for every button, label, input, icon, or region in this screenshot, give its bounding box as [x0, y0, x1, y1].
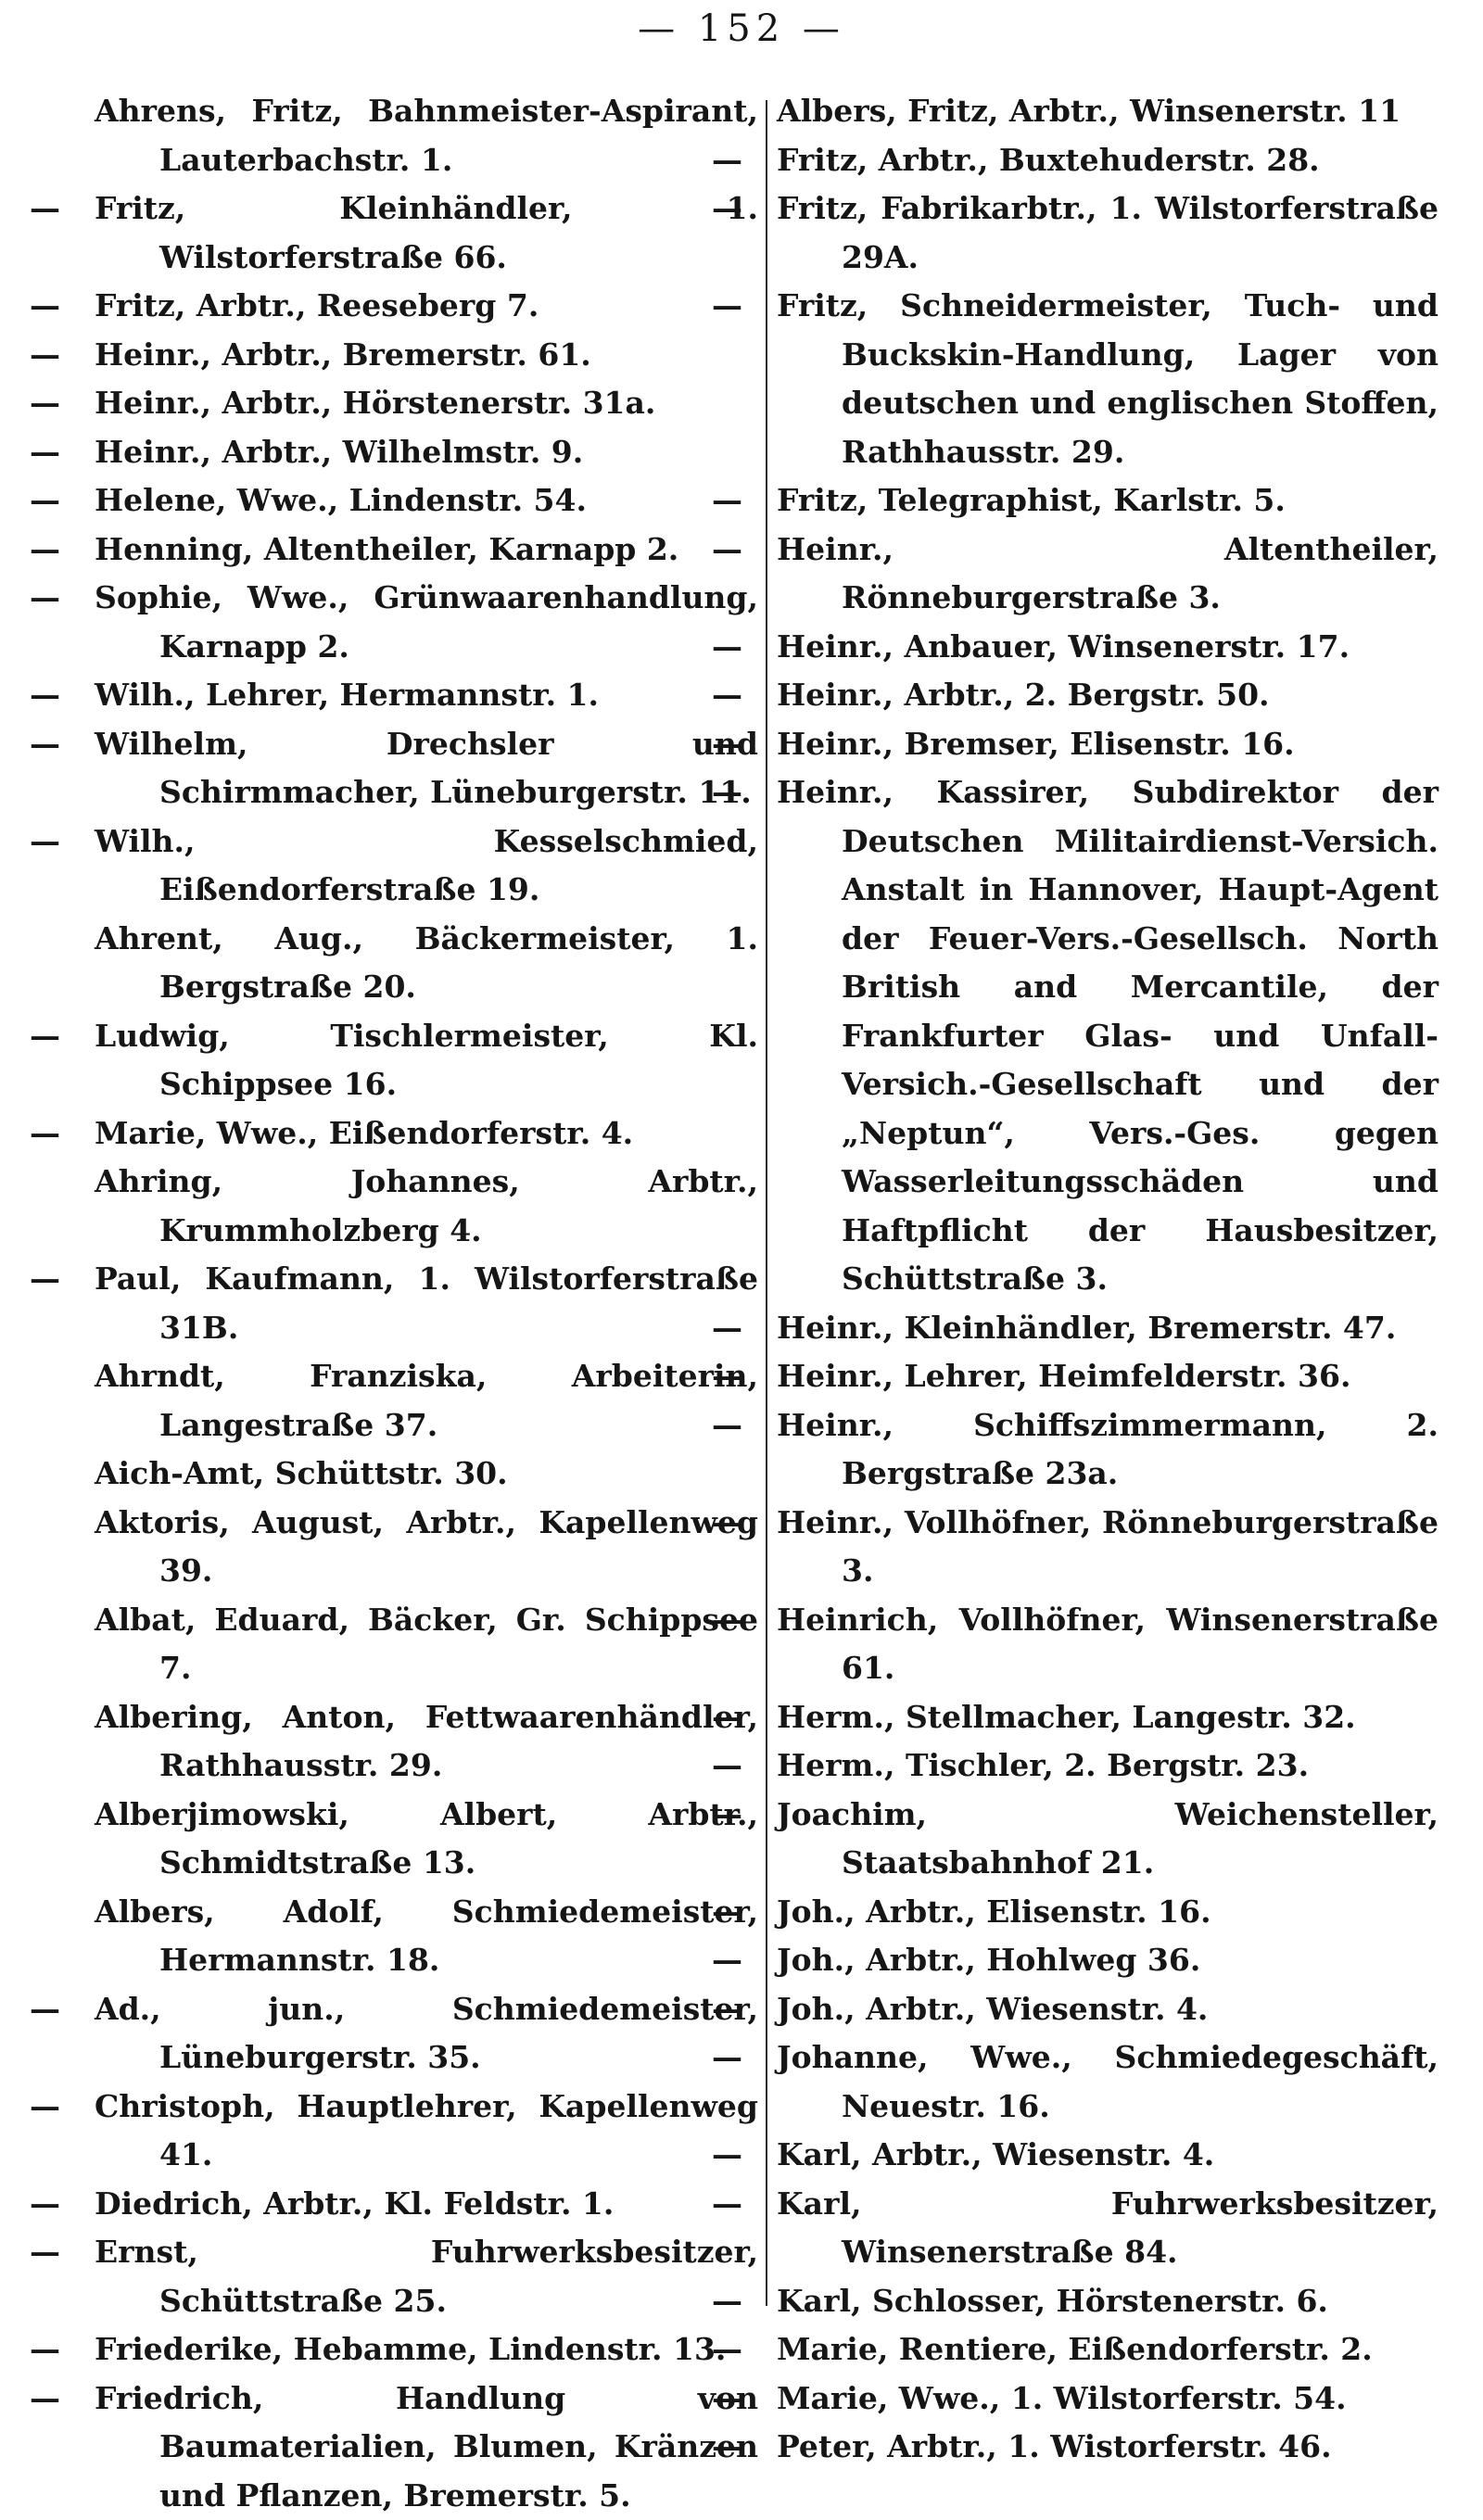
continuation-dash: [30, 671, 83, 720]
entry-text: Fritz, Kleinhändler, 1. Wilstorferstraße 66.: [95, 190, 758, 275]
directory-entry: [777, 526, 1439, 623]
entry-text: Karl, Arbtr., Wiesenstr. 4.: [777, 2136, 1214, 2172]
page-number: — 152 —: [0, 7, 1483, 50]
directory-entry: [95, 915, 758, 1012]
entry-text: Diedrich, Arbtr., Kl. Feldstr. 1.: [95, 2185, 614, 2222]
directory-entry: [777, 282, 1439, 476]
column-divider: [766, 100, 767, 2306]
directory-entry: [777, 1499, 1439, 1596]
directory-entry: [95, 1158, 758, 1255]
directory-entry: [777, 671, 1439, 720]
entry-text: Wilh., Lehrer, Hermannstr. 1.: [95, 677, 599, 713]
entry-text: Sophie, Wwe., Grünwaarenhandlung, Karnapp 2.: [95, 579, 758, 665]
continuation-dash: [712, 282, 766, 331]
continuation-dash: [30, 1109, 83, 1159]
continuation-dash: [712, 1985, 766, 2034]
entry-text: Fritz, Arbtr., Buxtehuderstr. 28.: [777, 142, 1320, 178]
directory-entry: [95, 817, 758, 915]
entry-text: Heinr., Bremser, Elisenstr. 16.: [777, 726, 1295, 762]
continuation-dash: [712, 1936, 766, 1985]
continuation-dash: [30, 720, 83, 769]
directory-entry: [777, 1791, 1439, 1888]
directory-entry: [95, 379, 758, 428]
directory-entry: [777, 1693, 1439, 1742]
entry-text: Alberjimowski, Albert, Arbtr., Schmidtstraße 13.: [95, 1796, 758, 1881]
continuation-dash: [712, 2374, 766, 2424]
directory-entry: [95, 1450, 758, 1499]
entry-text: Ahrndt, Franziska, Arbeiterin, Langestraße 37.: [95, 1358, 758, 1443]
directory-entry: [777, 2325, 1439, 2374]
directory-entry: [777, 1741, 1439, 1791]
entry-text: Ahring, Johannes, Arbtr., Krummholzberg 4.: [95, 1163, 758, 1248]
directory-entry: [95, 1985, 758, 2083]
continuation-dash: [712, 1401, 766, 1450]
continuation-dash: [30, 1985, 83, 2034]
continuation-dash: [30, 2180, 83, 2229]
entry-text: Albat, Eduard, Bäcker, Gr. Schippsee 7.: [95, 1602, 758, 1687]
directory-entry: [777, 720, 1439, 769]
entry-text: Johanne, Wwe., Schmiedegeschäft, Neuestr. 16.: [777, 2039, 1439, 2124]
directory-entry: [95, 331, 758, 380]
directory-entry: [95, 2083, 758, 2180]
directory-entry: [95, 184, 758, 282]
continuation-dash: [712, 1693, 766, 1742]
continuation-dash: [712, 2277, 766, 2326]
entry-text: Karl, Schlosser, Hörstenerstr. 6.: [777, 2283, 1328, 2319]
directory-entry: [95, 574, 758, 671]
entry-text: Heinr., Arbtr., Hörstenerstr. 31a.: [95, 385, 655, 421]
continuation-dash: [712, 2131, 766, 2180]
continuation-dash: [30, 2228, 83, 2277]
directory-entry: [95, 1791, 758, 1888]
entry-text: Marie, Rentiere, Eißendorferstr. 2.: [777, 2331, 1373, 2367]
entry-text: Joh., Arbtr., Wiesenstr. 4.: [777, 1991, 1208, 2027]
directory-entry: [95, 282, 758, 331]
continuation-dash: [712, 1352, 766, 1401]
continuation-dash: [712, 671, 766, 720]
entry-text: Karl, Fuhrwerksbesitzer, Winsenerstraße 84.: [777, 2185, 1439, 2271]
entry-text: Wilh., Kesselschmied, Eißendorferstraße 19.: [95, 823, 758, 908]
entry-text: Marie, Wwe., 1. Wilstorferstr. 54.: [777, 2380, 1347, 2416]
directory-entry: [95, 476, 758, 526]
directory-entry: [777, 623, 1439, 672]
left-column: [95, 87, 758, 2520]
continuation-dash: [712, 623, 766, 672]
directory-entry: [95, 428, 758, 477]
entry-text: Herm., Tischler, 2. Bergstr. 23.: [777, 1747, 1309, 1783]
right-column: [777, 87, 1439, 2472]
continuation-dash: [30, 184, 83, 234]
continuation-dash: [712, 768, 766, 817]
directory-entry: [95, 2180, 758, 2229]
entry-text: Heinr., Arbtr., 2. Bergstr. 50.: [777, 677, 1270, 713]
directory-entry: [777, 2180, 1439, 2277]
directory-entry: [95, 671, 758, 720]
directory-entry: [95, 526, 758, 575]
entry-text: Christoph, Hauptlehrer, Kapellenweg 41.: [95, 2088, 758, 2173]
directory-entry: [777, 768, 1439, 1304]
directory-entry: [777, 87, 1439, 136]
directory-entry: [95, 1693, 758, 1791]
continuation-dash: [30, 282, 83, 331]
directory-entry: [777, 2423, 1439, 2472]
entry-text: Albers, Fritz, Arbtr., Winsenerstr. 11: [777, 93, 1401, 129]
continuation-dash: [712, 720, 766, 769]
directory-entry: [95, 2228, 758, 2325]
entry-text: Heinr., Arbtr., Bremerstr. 61.: [95, 336, 591, 373]
entry-text: Ludwig, Tischlermeister, Kl. Schippsee 16.: [95, 1018, 758, 1103]
entry-text: Joh., Arbtr., Elisenstr. 16.: [777, 1893, 1211, 1930]
entry-text: Albers, Adolf, Schmiedemeister, Hermannstr. 18.: [95, 1893, 758, 1979]
directory-entry: [95, 1888, 758, 1985]
entry-text: Heinr., Altentheiler, Rönneburgerstraße 3.: [777, 531, 1439, 616]
continuation-dash: [712, 1888, 766, 1937]
continuation-dash: [30, 526, 83, 575]
continuation-dash: [712, 1499, 766, 1548]
continuation-dash: [712, 1741, 766, 1791]
directory-entry: [95, 720, 758, 817]
continuation-dash: [712, 2423, 766, 2472]
entry-text: Heinrich, Vollhöfner, Winsenerstraße 61.: [777, 1602, 1439, 1687]
continuation-dash: [712, 184, 766, 234]
entry-text: Fritz, Schneidermeister, Tuch- und Buckskin-Handlung, Lager von deutschen und englischen Stoffen, Rathhausstr. 29.: [777, 287, 1439, 470]
directory-entry: [777, 2131, 1439, 2180]
entry-text: Heinr., Vollhöfner, Rönneburgerstraße 3.: [777, 1504, 1439, 1589]
continuation-dash: [30, 1255, 83, 1304]
entry-text: Ernst, Fuhrwerksbesitzer, Schüttstraße 25.: [95, 2234, 758, 2319]
directory-entry: [95, 1012, 758, 1109]
directory-entry: [777, 184, 1439, 282]
continuation-dash: [712, 2033, 766, 2083]
entry-text: Aktoris, August, Arbtr., Kapellenweg 39.: [95, 1504, 758, 1589]
continuation-dash: [30, 331, 83, 380]
entry-text: Heinr., Anbauer, Winsenerstr. 17.: [777, 628, 1350, 665]
continuation-dash: [30, 428, 83, 477]
entry-text: Peter, Arbtr., 1. Wistorferstr. 46.: [777, 2428, 1332, 2464]
entry-text: Ahrent, Aug., Bäckermeister, 1. Bergstraße 20.: [95, 920, 758, 1006]
entry-text: Heinr., Arbtr., Wilhelmstr. 9.: [95, 434, 583, 470]
entry-text: Friederike, Hebamme, Lindenstr. 13.: [95, 2331, 726, 2367]
directory-entry: [95, 1352, 758, 1450]
directory-entry: [95, 1596, 758, 1693]
entry-text: Joachim, Weichensteller, Staatsbahnhof 21.: [777, 1796, 1439, 1881]
directory-entry: [777, 2374, 1439, 2424]
continuation-dash: [712, 526, 766, 575]
directory-entry: [777, 1985, 1439, 2034]
entry-text: Joh., Arbtr., Hohlweg 36.: [777, 1942, 1200, 1978]
directory-entry: [777, 1352, 1439, 1401]
directory-entry: [95, 2325, 758, 2374]
directory-entry: [777, 2033, 1439, 2131]
directory-entry: [777, 476, 1439, 526]
entry-text: Paul, Kaufmann, 1. Wilstorferstraße 31B.: [95, 1260, 758, 1346]
directory-entry: [777, 1304, 1439, 1353]
continuation-dash: [30, 574, 83, 623]
entry-text: Ad., jun., Schmiedemeister, Lüneburgerstr. 35.: [95, 1991, 758, 2076]
entry-text: Fritz, Telegraphist, Karlstr. 5.: [777, 482, 1286, 518]
entry-text: Fritz, Arbtr., Reeseberg 7.: [95, 287, 539, 323]
entry-text: Henning, Altentheiler, Karnapp 2.: [95, 531, 678, 567]
entry-text: Aich-Amt, Schüttstr. 30.: [95, 1455, 508, 1491]
entry-text: Albering, Anton, Fettwaarenhändler, Rathhausstr. 29.: [95, 1699, 758, 1784]
directory-entry: [95, 87, 758, 184]
entry-text: Fritz, Fabrikarbtr., 1. Wilstorferstraße 29A.: [777, 190, 1439, 275]
directory-entry: [777, 136, 1439, 185]
continuation-dash: [712, 1791, 766, 1840]
continuation-dash: [712, 2180, 766, 2229]
continuation-dash: [712, 2325, 766, 2374]
continuation-dash: [30, 2083, 83, 2132]
continuation-dash: [30, 379, 83, 428]
entry-text: Herm., Stellmacher, Langestr. 32.: [777, 1699, 1356, 1735]
entry-text: Heinr., Kleinhändler, Bremerstr. 47.: [777, 1310, 1396, 1346]
continuation-dash: [712, 1304, 766, 1353]
continuation-dash: [30, 2374, 83, 2424]
continuation-dash: [30, 2325, 83, 2374]
directory-entry: [95, 1109, 758, 1159]
entry-text: Wilhelm, Drechsler und Schirmmacher, Lüneburgerstr. 11.: [95, 726, 758, 811]
directory-entry: [95, 1255, 758, 1352]
entry-text: Heinr., Lehrer, Heimfelderstr. 36.: [777, 1358, 1350, 1394]
directory-entry: [777, 1401, 1439, 1499]
entry-text: Ahrens, Fritz, Bahnmeister-Aspirant, Lauterbachstr. 1.: [95, 93, 758, 178]
entry-text: Heinr., Schiffszimmermann, 2. Bergstraße 23a.: [777, 1407, 1439, 1492]
continuation-dash: [712, 1596, 766, 1645]
entry-text: Marie, Wwe., Eißendorferstr. 4.: [95, 1115, 633, 1151]
entry-text: Helene, Wwe., Lindenstr. 54.: [95, 482, 587, 518]
directory-entry: [95, 1499, 758, 1596]
continuation-dash: [30, 1012, 83, 1061]
directory-entry: [777, 1888, 1439, 1937]
entry-text: Friedrich, Handlung von Baumaterialien, Blumen, Kränzen und Pflanzen, Bremerstr. 5.: [95, 2380, 758, 2514]
directory-entry: [777, 1596, 1439, 1693]
directory-entry: [95, 2374, 758, 2520]
continuation-dash: [30, 817, 83, 867]
continuation-dash: [30, 476, 83, 526]
continuation-dash: [712, 476, 766, 526]
directory-entry: [777, 1936, 1439, 1985]
entry-text: Heinr., Kassirer, Subdirektor der Deutschen Militairdienst-Versich. Anstalt in Hannover, Haupt-Agent der Feuer-Vers.-Gesellsch. North British and Mercantile, der Frankfurter Glas- und Unfall-Versich.-Gesellschaft und der „Neptun“, Vers.-Ges. gegen Wasserleitungsschäden und Haftpflicht der Hausbesitzer, Schüttstraße 3.: [777, 774, 1439, 1297]
continuation-dash: [712, 136, 766, 185]
directory-entry: [777, 2277, 1439, 2326]
